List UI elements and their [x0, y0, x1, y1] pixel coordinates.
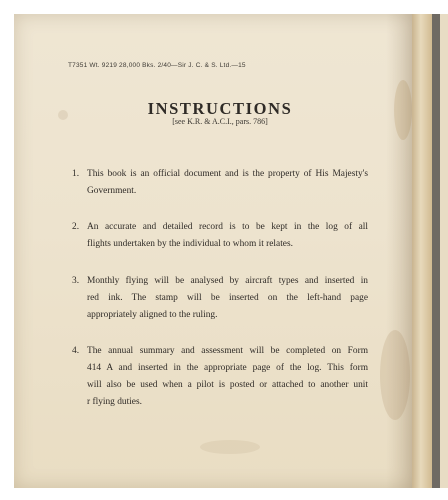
page-binding-edge — [412, 14, 434, 488]
item-text-line: r flying duties. — [87, 397, 142, 407]
item-text-line: red ink. The stamp will be inserted on the left-hand page — [87, 293, 368, 303]
item-number: 3. — [72, 276, 80, 286]
instruction-item-3 — [72, 273, 368, 324]
paper-stain — [200, 440, 260, 454]
item-text-line: Monthly flying will be analysed by aircraft types and inserted in — [87, 276, 368, 286]
instruction-item-1 — [72, 166, 368, 200]
item-text-line: An accurate and detailed record is to be kept in the log of all — [87, 222, 368, 232]
item-text-line: 414 A and inserted in the appropriate page of the log. This form — [87, 363, 368, 373]
item-number: 4. — [72, 346, 80, 356]
page-subtitle: [see K.R. & A.C.I., pars. 786] — [172, 117, 268, 126]
item-text-line: The annual summary and assessment will be completed on Form — [87, 346, 368, 356]
item-text-line: This book is an official document and is the property of His Majesty's — [87, 169, 368, 179]
page-title: INSTRUCTIONS — [147, 99, 293, 118]
opposite-page-edge — [440, 14, 448, 488]
instruction-item-4 — [72, 343, 368, 411]
item-text-line: will also be used when a pilot is posted or attached to another unit — [87, 380, 368, 390]
paper-stain — [380, 330, 410, 420]
item-text-line: flights undertaken by the individual to whom it relates. — [87, 239, 293, 249]
item-text-line: Government. — [87, 186, 137, 196]
item-text-line: appropriately aligned to the ruling. — [87, 310, 218, 320]
instruction-item-2 — [72, 219, 368, 253]
item-number: 2. — [72, 222, 80, 232]
printer-code: T7351 Wt. 9219 28,000 Bks. 2/40—Sir J. C. & S. Ltd.—15 — [68, 62, 246, 69]
book-spine-gap — [432, 14, 440, 488]
item-number: 1. — [72, 169, 80, 179]
